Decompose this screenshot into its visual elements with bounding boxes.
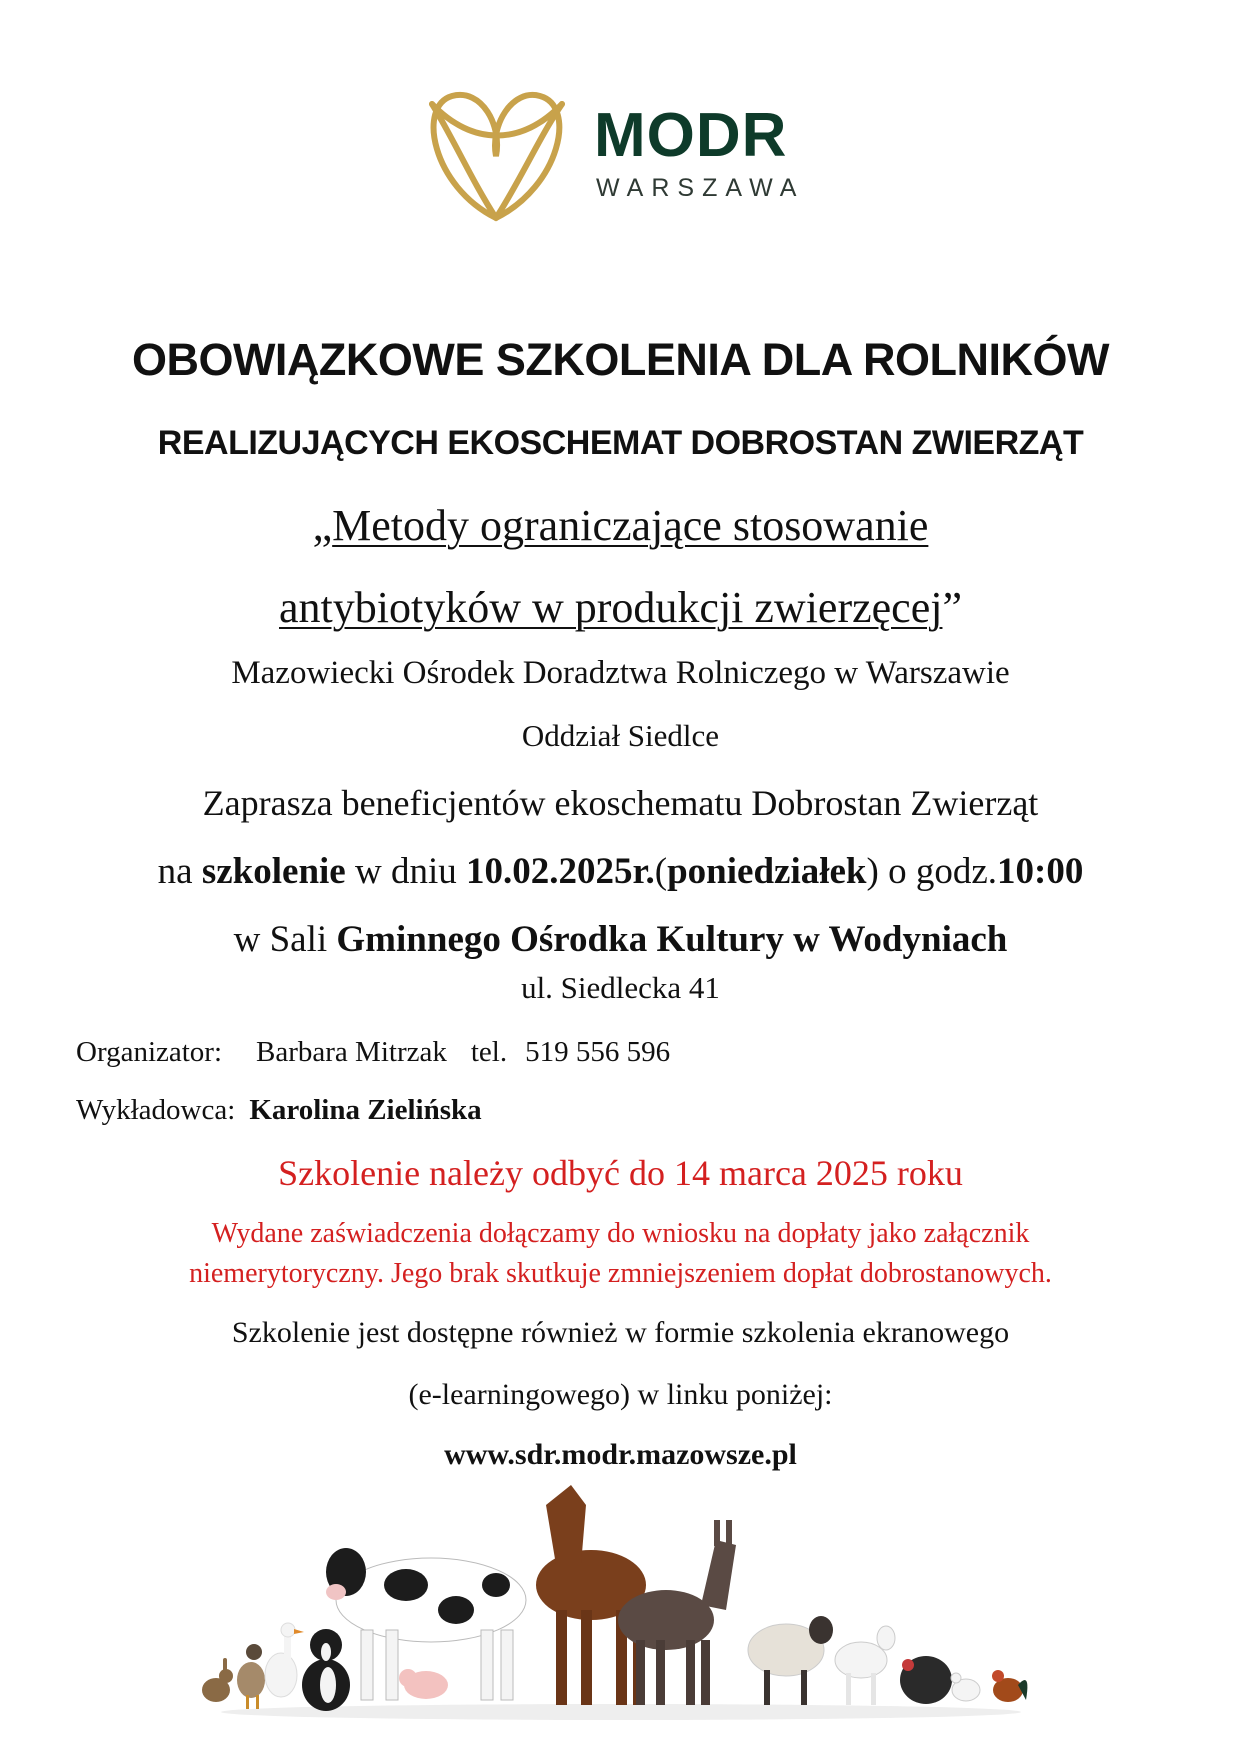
- elearning-line-2: (e-learningowego) w linku poniżej:: [408, 1378, 833, 1411]
- pig-icon: [399, 1669, 448, 1699]
- deadline-text: Szkolenie należy odbyć do 14 marca 2025 roku: [278, 1153, 963, 1193]
- event-weekday: poniedziałek: [667, 851, 867, 892]
- turkey-icon: [900, 1656, 952, 1704]
- text-w-sali: w Sali: [233, 919, 337, 960]
- notice-line-2: niemerytoryczny. Jego brak skutkuje zmniejszeniem dopłat dobrostanowych.: [189, 1258, 1052, 1289]
- duck-icon: [237, 1644, 265, 1709]
- topic-text-1: Metody ograniczające stosowanie: [332, 501, 929, 550]
- dog-icon: [302, 1629, 350, 1711]
- rooster-icon: [992, 1670, 1027, 1702]
- event-time: 10:00: [997, 851, 1084, 892]
- tel-label: tel.: [470, 1036, 508, 1068]
- text-na: na: [157, 851, 202, 892]
- elearning-line-1: Szkolenie jest dostępne również w formie szkolenia ekranowego: [231, 1316, 1010, 1349]
- event-date: 10.02.2025r.: [465, 851, 655, 892]
- hen-icon: [951, 1673, 980, 1701]
- lecturer-row: [76, 1094, 482, 1127]
- venue-address: ul. Siedlecka 41: [521, 970, 720, 1005]
- modr-logo: [412, 86, 832, 226]
- organizer-name: Barbara Mitrzak: [256, 1036, 447, 1068]
- invite-line: Zaprasza beneficjentów ekoschematu Dobrostan Zwierząt: [202, 783, 1039, 823]
- lecturer-label: Wykładowca:: [76, 1094, 236, 1126]
- text-w-dniu: w dniu: [345, 851, 466, 892]
- organization-branch: Oddział Siedlce: [521, 718, 720, 753]
- triquetra-logo-icon: [412, 86, 582, 226]
- organizer-phone: 519 556 596: [525, 1036, 671, 1068]
- venue-name: Gminnego Ośrodka Kultury w Wodyniach: [336, 919, 1008, 960]
- close-quote: ”: [942, 583, 962, 632]
- rabbit-icon: [202, 1658, 233, 1702]
- organizer-row: [76, 1036, 670, 1069]
- goose-icon: [265, 1623, 304, 1697]
- date-line: [0, 850, 1241, 893]
- horse-icon: [536, 1485, 646, 1705]
- topic-line-2: [0, 582, 1241, 633]
- lecturer-name: Karolina Zielińska: [249, 1094, 482, 1126]
- topic-line-1: [0, 500, 1241, 551]
- venue-line: [0, 918, 1241, 961]
- goat-icon: [835, 1626, 895, 1705]
- logo-city: WARSZAWA: [596, 174, 805, 202]
- sheep-icon: [748, 1616, 833, 1705]
- farm-animals-illustration: [196, 1480, 1046, 1720]
- organization-name: Mazowiecki Ośrodek Doradztwa Rolniczego w Warszawie: [231, 655, 1010, 691]
- elearning-link[interactable]: www.sdr.modr.mazowsze.pl: [444, 1438, 797, 1471]
- text-open-paren: (: [654, 851, 668, 892]
- open-quote: „: [312, 501, 333, 550]
- notice-line-1: Wydane zaświadczenia dołączamy do wniosku na dopłaty jako załącznik: [211, 1218, 1030, 1249]
- main-title: OBOWIĄZKOWE SZKOLENIA DLA ROLNIKÓW: [131, 334, 1110, 385]
- topic-text-2: antybiotyków w produkcji zwierzęcej: [279, 583, 943, 632]
- logo-wordmark: MODR: [594, 101, 788, 170]
- text-o-godz: ) o godz.: [866, 851, 998, 892]
- organizer-label: Organizator:: [76, 1036, 223, 1068]
- sub-title: REALIZUJĄCYCH EKOSCHEMAT DOBROSTAN ZWIERZĄT: [157, 424, 1084, 462]
- event-type: szkolenie: [201, 851, 346, 892]
